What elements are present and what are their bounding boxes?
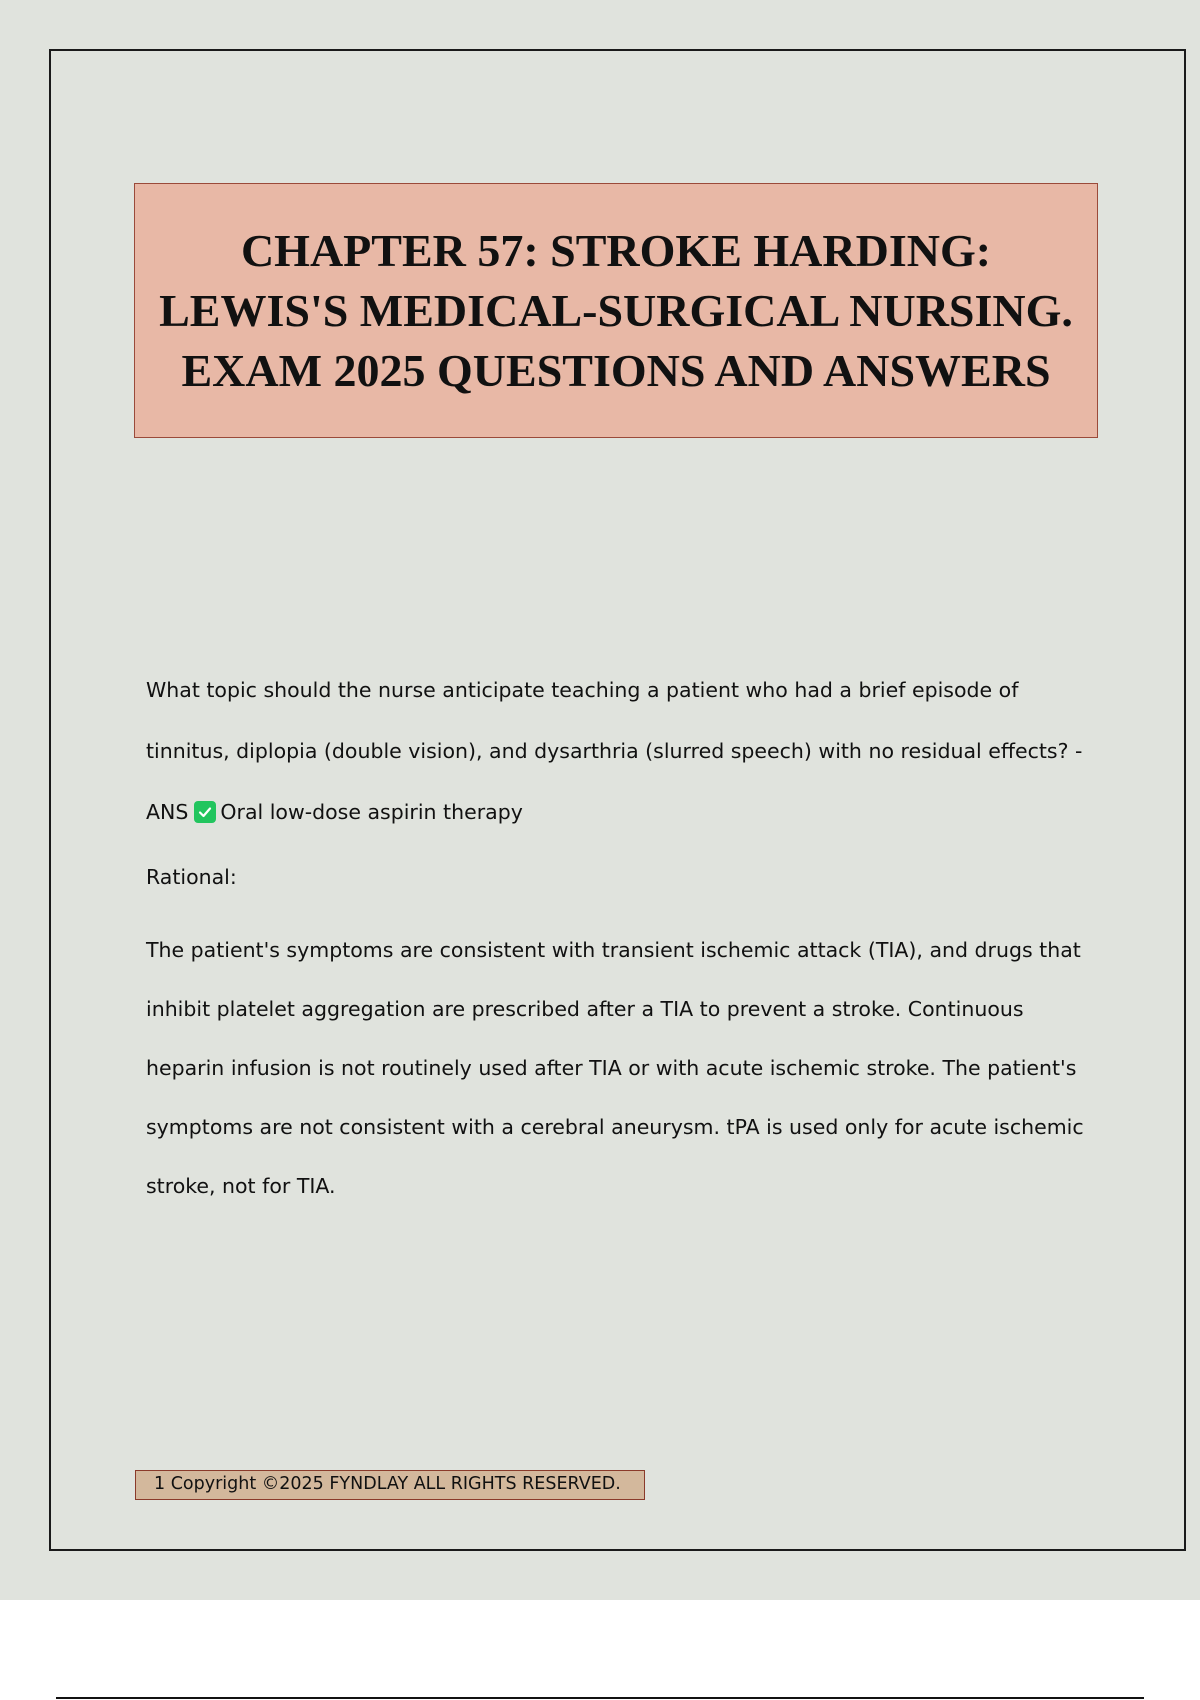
copyright-footer: 1 Copyright ©2025 FYNDLAY ALL RIGHTS RESERVED. bbox=[135, 1470, 645, 1500]
title-banner bbox=[134, 183, 1098, 438]
question-paragraph bbox=[146, 660, 1086, 843]
rational-label: Rational: bbox=[146, 865, 237, 889]
bottom-divider bbox=[56, 1697, 1144, 1699]
check-mark-icon bbox=[194, 801, 216, 823]
question-text: What topic should the nurse anticipate teaching a patient who had a brief episode of tinnitus, diplopia (double vision), and dysarthria (slurred speech) with no residual effects? - ANS bbox=[146, 678, 1083, 824]
rational-text: The patient's symptoms are consistent with transient ischemic attack (TIA), and drugs that inhibit platelet aggregation are prescribed after a TIA to prevent a stroke. Continuous heparin infusion is not routinely used after TIA or with acute ischemic stroke. The patient's symptoms are not consistent with a cerebral aneurysm. tPA is used only for acute ischemic stroke, not for TIA. bbox=[146, 938, 1084, 1198]
document-title: CHAPTER 57: STROKE HARDING: LEWIS'S MEDICAL-SURGICAL NURSING. EXAM 2025 QUESTIONS AND ANSWERS bbox=[159, 224, 1073, 396]
answer-text: Oral low-dose aspirin therapy bbox=[220, 800, 523, 824]
